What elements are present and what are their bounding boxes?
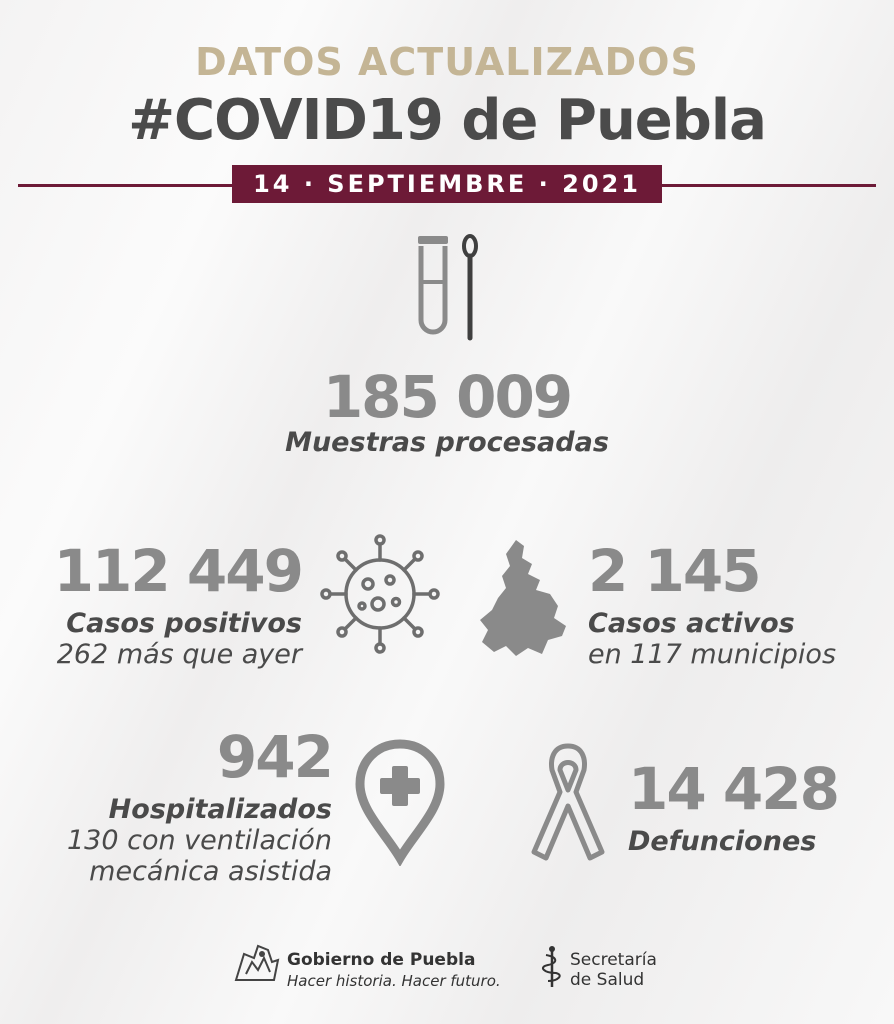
deaths-label: Defunciones: [628, 826, 817, 857]
salud-line1: Secretaría: [570, 950, 657, 970]
positive-label: Casos positivos: [66, 608, 302, 639]
secretaria-salud-logo: [540, 945, 564, 993]
deaths-block: [628, 755, 878, 857]
positive-number: 112 449: [53, 537, 302, 605]
active-label: Casos activos: [588, 608, 795, 639]
page-title: #COVID19 de Puebla: [128, 88, 766, 153]
hospitalized-number: 942: [216, 723, 332, 791]
tests-label: Muestras procesadas: [285, 427, 609, 458]
hospitalized-block: [20, 723, 332, 888]
salud-line2: de Salud: [570, 970, 645, 991]
active-detail: en 117 municipios: [588, 639, 837, 671]
positive-detail: 262 más que ayer: [56, 639, 302, 671]
hospital-pin-icon: [352, 738, 448, 870]
puebla-map-icon: [476, 536, 576, 664]
hospitalized-detail-line1: 130 con ventilación: [67, 825, 332, 857]
salud-text: [570, 950, 680, 991]
hospitalized-label: Hospitalizados: [108, 794, 332, 825]
tests-number: 185 009: [322, 363, 572, 431]
active-number: 2 145: [588, 537, 760, 605]
deaths-number: 14 428: [628, 755, 838, 823]
date-banner: 14 · SEPTIEMBRE · 2021: [232, 165, 662, 203]
hospitalized-detail-line2: mecánica asistida: [89, 856, 332, 888]
test-tube-swab-icon: [410, 232, 490, 348]
positive-cases-block: [30, 537, 302, 671]
gov-name: Gobierno de Puebla: [287, 950, 476, 970]
gov-tagline: Hacer historia. Hacer futuro.: [287, 972, 501, 990]
gobierno-text: [287, 950, 501, 990]
ribbon-icon: [528, 740, 608, 868]
gobierno-puebla-logo: [232, 940, 282, 990]
virus-icon: [318, 532, 442, 660]
header-kicker: DATOS ACTUALIZADOS: [195, 40, 699, 84]
active-cases-block: [588, 537, 878, 671]
